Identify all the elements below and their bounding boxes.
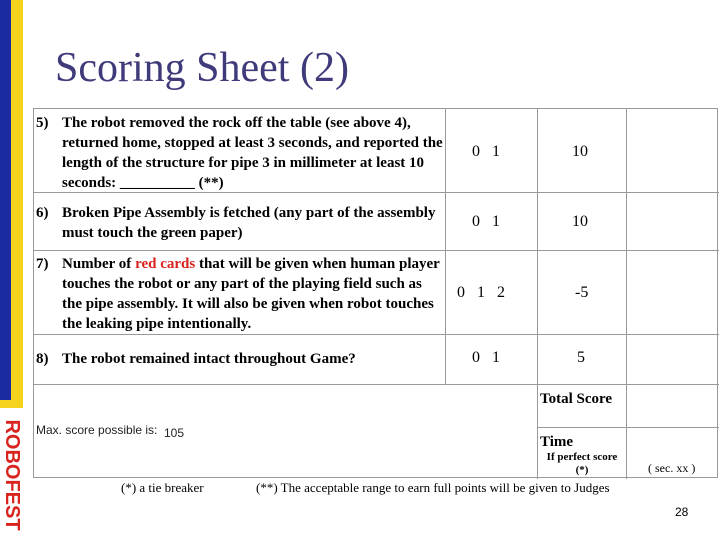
robofest-logo: [0, 408, 23, 540]
item-points: 10: [572, 213, 588, 230]
item-number: 6): [36, 205, 49, 221]
page-title: Scoring Sheet (2): [55, 45, 349, 91]
column-divider: [537, 109, 538, 384]
item-points: 5: [577, 349, 585, 366]
item-text: Broken Pipe Assembly is fetched (any part of the assembly must touch the green paper): [62, 205, 436, 241]
time-label: Time: [540, 434, 574, 450]
item-points: 10: [572, 143, 588, 160]
item-options: [472, 213, 500, 231]
seconds-label: ( sec. xx ): [648, 461, 696, 475]
perfect-score-label: If perfect score (*): [546, 451, 618, 476]
item-points: -5: [575, 284, 589, 301]
column-divider: [537, 384, 538, 479]
scoring-sheet: [33, 108, 718, 478]
item-number: 5): [36, 115, 49, 131]
options-text: 0 1 2: [457, 284, 505, 301]
page-number: 28: [675, 505, 689, 519]
text-part: that will be given when human player touches the robot or any part of the playing field such as the pipe assembly. It will also be given when robot touches the leaking pipe intentionally.: [62, 256, 440, 332]
text-part: Number of: [62, 256, 136, 272]
column-divider: [445, 109, 446, 384]
column-divider: [626, 109, 627, 479]
max-score-label: Max. score possible is:: [36, 423, 158, 437]
options-text: 0 1: [472, 143, 500, 160]
logo-text: ROBOFEST: [1, 419, 23, 531]
item-text: The robot removed the rock off the table (see above 4), returned home, stopped at least 3 seconds, and reported the length of the structure for pipe 3 in millimeter at least 10 seconds: __________ (**): [62, 115, 443, 191]
item-text: The robot remained intact throughout Game?: [62, 351, 356, 367]
sidebar-stripe-yellow-lower: [0, 400, 23, 408]
row-divider: [537, 427, 719, 428]
max-score-value: 105: [164, 426, 185, 440]
item-number: 7): [36, 256, 49, 272]
red-cards-text: red cards: [135, 256, 196, 272]
footnote-acceptable-range: (**) The acceptable range to earn full points will be given to Judges: [256, 480, 610, 495]
item-text: [62, 254, 444, 334]
score-item: [34, 113, 444, 191]
sidebar-stripe-yellow: [11, 0, 23, 400]
row-divider: [34, 250, 719, 251]
item-options: [457, 284, 505, 302]
sidebar-stripe-blue: [0, 0, 11, 400]
total-score-label: Total Score: [540, 391, 613, 407]
row-divider: [34, 384, 719, 385]
options-text: 0 1: [472, 349, 500, 366]
item-number: 8): [36, 351, 49, 367]
item-options: [472, 349, 500, 367]
score-item: [34, 203, 444, 247]
item-options: [472, 143, 500, 161]
options-text: 0 1: [472, 213, 500, 230]
score-item: [34, 349, 444, 373]
row-divider: [34, 334, 719, 335]
footnote-tie-breaker: (*) a tie breaker: [121, 480, 204, 495]
score-item: [34, 254, 444, 334]
